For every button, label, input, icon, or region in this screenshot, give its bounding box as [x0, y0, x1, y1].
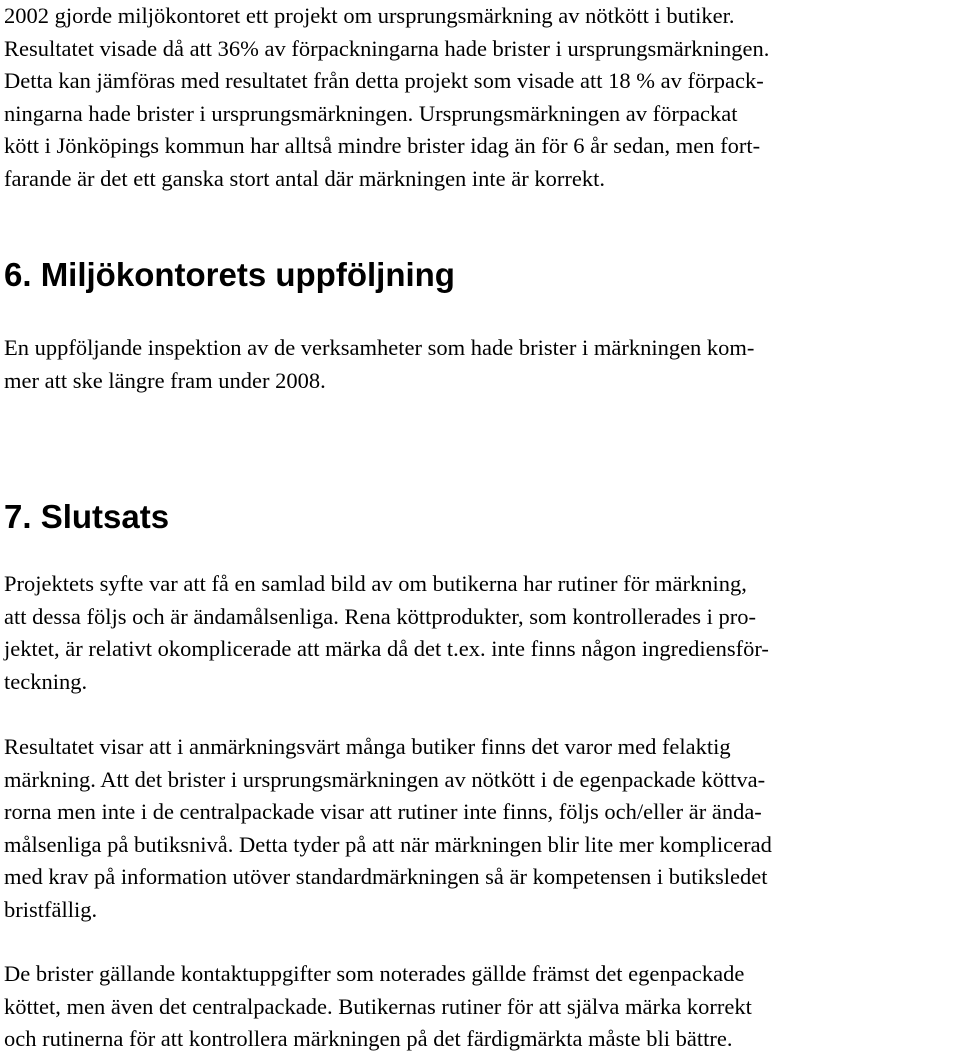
section-6-paragraph — [4, 332, 754, 397]
intro-paragraph — [4, 0, 769, 195]
text-line: En uppföljande inspektion av de verksamheter som hade brister i märkningen kom- — [4, 335, 755, 360]
section-7-paragraph-2 — [4, 731, 772, 926]
section-7-paragraph-1 — [4, 568, 769, 698]
text-line: Detta kan jämföras med resultatet från detta projekt som visade att 18 % av förpack- — [4, 68, 764, 93]
text-line: målsenliga på butiksnivå. Detta tyder på att när märkningen blir lite mer komplicerad — [4, 831, 772, 857]
text-line: Projektets syfte var att få en samlad bild av om butikerna har rutiner för märkning, — [4, 571, 747, 596]
text-line: ningarna hade brister i ursprungsmärkningen. Ursprungsmärkningen av förpackat — [4, 100, 738, 126]
text-line: 2002 gjorde miljökontoret ett projekt om ursprungsmärkning av nötkött i butiker. — [4, 3, 735, 28]
text-line: bristfällig. — [4, 896, 98, 922]
text-line: med krav på information utöver standardmärkningen så är kompetensen i butiksledet — [4, 864, 768, 889]
text-line: att dessa följs och är ändamålsenliga. Rena köttprodukter, som kontrollerades i pro- — [4, 603, 757, 629]
section-6-heading: 6. Miljökontorets uppföljning — [4, 256, 455, 293]
text-line: märkning. Att det brister i ursprungsmärkningen av nötkött i de egenpackade köttva- — [4, 766, 766, 792]
text-line: teckning. — [4, 668, 88, 694]
text-line: Resultatet visar att i anmärkningsvärt många butiker finns det varor med felaktig — [4, 734, 731, 759]
text-line: och rutinerna för att kontrollera märkningen på det färdigmärkta måste bli bättre. — [4, 1026, 733, 1051]
text-line: mer att ske längre fram under 2008. — [4, 367, 326, 393]
text-line: Resultatet visade då att 36% av förpackningarna hade brister i ursprungsmärkningen. — [4, 35, 770, 61]
text-line: kött i Jönköpings kommun har alltså mindre brister idag än för 6 år sedan, men fort- — [4, 133, 761, 158]
section-7-paragraph-3 — [4, 958, 752, 1056]
text-line: köttet, men även det centralpackade. Butikernas rutiner för att själva märka korrekt — [4, 993, 752, 1019]
text-line: rorna men inte i de centralpackade visar att rutiner inte finns, följs och/eller är ända- — [4, 799, 762, 824]
section-7-heading: 7. Slutsats — [4, 498, 170, 535]
text-line: De brister gällande kontaktuppgifter som noterades gällde främst det egenpackade — [4, 961, 745, 986]
text-line: farande är det ett ganska stort antal där märkningen inte är korrekt. — [4, 165, 605, 191]
text-line: jektet, är relativt okomplicerade att märka då det t.ex. inte finns någon ingrediensför- — [4, 636, 769, 661]
